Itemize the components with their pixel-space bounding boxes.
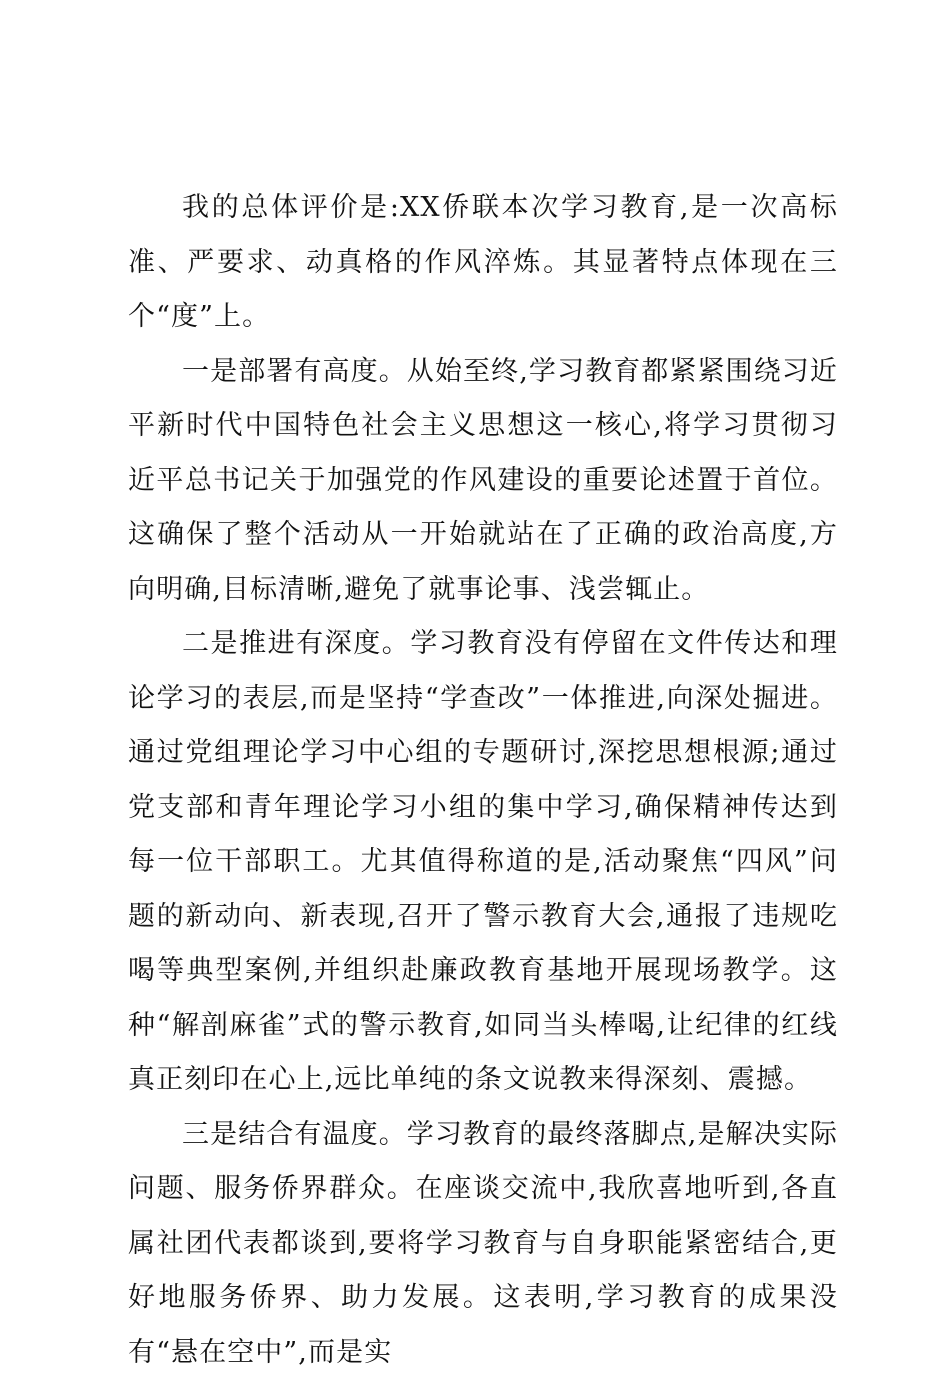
- paragraph-overall-evaluation: 我的总体评价是:XX侨联本次学习教育,是一次高标准、严要求、动真格的作风淬炼。其显著特点体现在三个“度”上。: [128, 181, 838, 345]
- paragraph-combination-warmth: 三是结合有温度。学习教育的最终落脚点,是解决实际问题、服务侨界群众。在座谈交流中,我欣喜地听到,各直属社团代表都谈到,要将学习教育与自身职能紧密结合,更好地服务侨界、助力发展。这表明,学习教育的成果没有“悬在空中”,而是实: [128, 1108, 838, 1380]
- document-body: [128, 181, 838, 1380]
- paragraph-deployment-height: 一是部署有高度。从始至终,学习教育都紧紧围绕习近平新时代中国特色社会主义思想这一核心,将学习贯彻习近平总书记关于加强党的作风建设的重要论述置于首位。这确保了整个活动从一开始就站在了正确的政治高度,方向明确,目标清晰,避免了就事论事、浅尝辄止。: [128, 345, 838, 618]
- paragraph-advancement-depth: 二是推进有深度。学习教育没有停留在文件传达和理论学习的表层,而是坚持“学查改”一体推进,向深处掘进。通过党组理论学习中心组的专题研讨,深挖思想根源;通过党支部和青年理论学习小组的集中学习,确保精神传达到每一位干部职工。尤其值得称道的是,活动聚焦“四风”问题的新动向、新表现,召开了警示教育大会,通报了违规吃喝等典型案例,并组织赴廉政教育基地开展现场教学。这种“解剖麻雀”式的警示教育,如同当头棒喝,让纪律的红线真正刻印在心上,远比单纯的条文说教来得深刻、震撼。: [128, 617, 838, 1108]
